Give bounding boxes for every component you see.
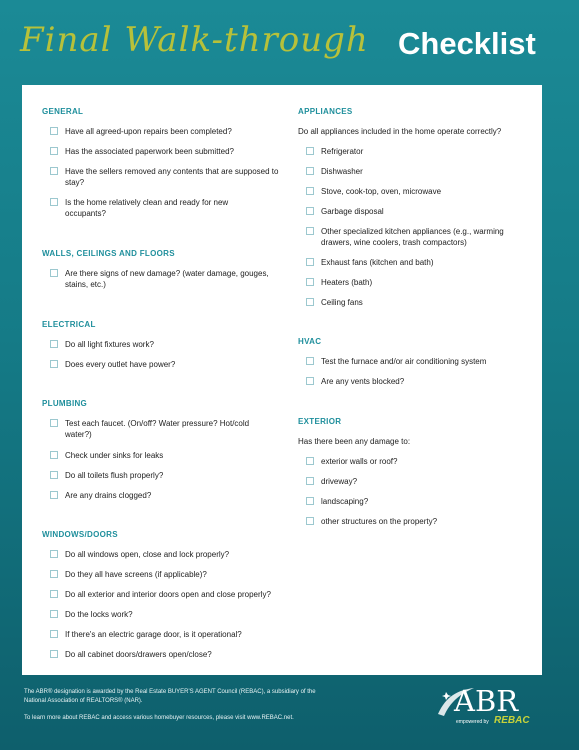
checklist-item[interactable] bbox=[50, 589, 310, 600]
item-label: Other specialized kitchen appliances (e.g., warming drawers, wine coolers, trash compactors) bbox=[321, 227, 504, 247]
item-label: other structures on the property? bbox=[321, 517, 438, 526]
checkbox[interactable] bbox=[306, 457, 314, 465]
section-heading-windows: WINDOWS/DOORS bbox=[42, 530, 118, 539]
footer-line-3: To learn more about REBAC and access various homebuyer resources, please visit www.REBAC.net. bbox=[24, 715, 294, 721]
checklist-item[interactable] bbox=[50, 549, 229, 560]
item-label: Exhaust fans (kitchen and bath) bbox=[321, 258, 434, 267]
checklist-item[interactable] bbox=[50, 629, 242, 640]
checklist-item[interactable] bbox=[50, 569, 207, 580]
checkbox[interactable] bbox=[50, 610, 58, 618]
checklist-item[interactable] bbox=[306, 206, 384, 217]
checklist-item[interactable] bbox=[50, 166, 280, 188]
checkbox[interactable] bbox=[50, 451, 58, 459]
section-heading-plumbing: PLUMBING bbox=[42, 399, 88, 408]
checkbox[interactable] bbox=[306, 167, 314, 175]
checkbox[interactable] bbox=[50, 491, 58, 499]
checkbox[interactable] bbox=[50, 419, 58, 427]
checklist-item[interactable] bbox=[306, 226, 536, 248]
item-label: landscaping? bbox=[321, 497, 369, 506]
checkbox[interactable] bbox=[306, 497, 314, 505]
checklist-item[interactable] bbox=[306, 146, 363, 157]
checkbox[interactable] bbox=[50, 269, 58, 277]
item-label: Do all windows open, close and lock properly? bbox=[65, 550, 230, 559]
item-label: Has the associated paperwork been submitted? bbox=[65, 147, 234, 156]
item-label: Do all cabinet doors/drawers open/close? bbox=[65, 650, 212, 659]
checklist-item[interactable] bbox=[306, 257, 434, 268]
item-label: Have all agreed-upon repairs been completed? bbox=[65, 127, 232, 136]
item-label: Are any vents blocked? bbox=[321, 377, 405, 386]
checkbox[interactable] bbox=[306, 298, 314, 306]
footer-line-1: The ABR® designation is awarded by the Real Estate BUYER'S AGENT Council (REBAC), a subsidiary of the bbox=[24, 689, 316, 695]
checklist-item[interactable] bbox=[50, 609, 133, 620]
footer-line-2: National Association of REALTORS® (NAR). bbox=[24, 698, 143, 704]
checkbox[interactable] bbox=[50, 198, 58, 206]
checklist-item[interactable] bbox=[306, 376, 404, 387]
checkbox[interactable] bbox=[50, 550, 58, 558]
logo-abr-text: ABR bbox=[454, 684, 519, 718]
exterior-prompt: Has there been any damage to: bbox=[298, 437, 411, 446]
checklist-item[interactable] bbox=[50, 359, 175, 370]
section-heading-general: GENERAL bbox=[42, 107, 84, 116]
checklist-item[interactable] bbox=[50, 197, 270, 219]
section-heading-electrical: ELECTRICAL bbox=[42, 320, 96, 329]
checkbox[interactable] bbox=[306, 227, 314, 235]
checklist-item[interactable] bbox=[306, 516, 437, 527]
page-header bbox=[0, 0, 579, 84]
checkbox[interactable] bbox=[306, 207, 314, 215]
item-label: Do they all have screens (if applicable)? bbox=[65, 570, 207, 579]
checkbox[interactable] bbox=[50, 570, 58, 578]
checklist-item[interactable] bbox=[306, 496, 368, 507]
checkbox[interactable] bbox=[306, 357, 314, 365]
item-label: Ceiling fans bbox=[321, 298, 363, 307]
item-label: Does every outlet have power? bbox=[65, 360, 176, 369]
checkbox[interactable] bbox=[306, 278, 314, 286]
checklist-item[interactable] bbox=[306, 277, 372, 288]
abr-logo bbox=[436, 684, 546, 734]
checkbox[interactable] bbox=[50, 590, 58, 598]
section-heading-appliances: APPLIANCES bbox=[298, 107, 353, 116]
checkbox[interactable] bbox=[50, 340, 58, 348]
checkbox[interactable] bbox=[306, 517, 314, 525]
checklist-item[interactable] bbox=[50, 126, 232, 137]
checklist-item[interactable] bbox=[306, 186, 441, 197]
item-label: Refrigerator bbox=[321, 147, 364, 156]
checklist-item[interactable] bbox=[50, 490, 151, 501]
item-label: Garbage disposal bbox=[321, 207, 384, 216]
section-heading-walls: WALLS, CEILINGS AND FLOORS bbox=[42, 249, 175, 258]
item-label: driveway? bbox=[321, 477, 358, 486]
checklist-item[interactable] bbox=[306, 356, 541, 367]
item-label: Dishwasher bbox=[321, 167, 363, 176]
item-label: Are there signs of new damage? (water damage, gouges, stains, etc.) bbox=[65, 269, 269, 289]
checklist-item[interactable] bbox=[50, 418, 265, 440]
title-script: Final Walk-through bbox=[20, 20, 369, 60]
logo-rebac-text: REBAC bbox=[494, 715, 530, 726]
checkbox[interactable] bbox=[50, 630, 58, 638]
checklist-item[interactable] bbox=[50, 450, 163, 461]
checkbox[interactable] bbox=[50, 147, 58, 155]
item-label: Is the home relatively clean and ready for new occupants? bbox=[65, 198, 229, 218]
item-label: Test the furnace and/or air conditioning system bbox=[321, 357, 487, 366]
item-label: exterior walls or roof? bbox=[321, 457, 398, 466]
item-label: Stove, cook-top, oven, microwave bbox=[321, 187, 442, 196]
section-heading-exterior: EXTERIOR bbox=[298, 417, 342, 426]
checklist-card bbox=[22, 85, 542, 675]
checkbox[interactable] bbox=[306, 477, 314, 485]
item-label: Heaters (bath) bbox=[321, 278, 373, 287]
checkbox[interactable] bbox=[50, 471, 58, 479]
checklist-item[interactable] bbox=[306, 456, 397, 467]
checkbox[interactable] bbox=[306, 147, 314, 155]
checkbox[interactable] bbox=[50, 360, 58, 368]
checklist-item[interactable] bbox=[50, 649, 212, 660]
checklist-item[interactable] bbox=[50, 470, 163, 481]
item-label: Check under sinks for leaks bbox=[65, 451, 164, 460]
item-label: Do all toilets flush properly? bbox=[65, 471, 164, 480]
item-label: If there's an electric garage door, is it operational? bbox=[65, 630, 242, 639]
checklist-item[interactable] bbox=[50, 339, 154, 350]
checkbox[interactable] bbox=[50, 127, 58, 135]
appliances-prompt: Do all appliances included in the home operate correctly? bbox=[298, 127, 502, 136]
logo-tagline: empowered by bbox=[456, 719, 489, 725]
checkbox[interactable] bbox=[50, 167, 58, 175]
checklist-item[interactable] bbox=[306, 476, 357, 487]
checkbox[interactable] bbox=[306, 377, 314, 385]
checkbox[interactable] bbox=[50, 650, 58, 658]
checklist-item[interactable] bbox=[306, 297, 363, 308]
item-label: Have the sellers removed any contents that are supposed to stay? bbox=[65, 167, 279, 187]
section-heading-hvac: HVAC bbox=[298, 337, 322, 346]
checklist-item[interactable] bbox=[50, 146, 234, 157]
item-label: Do all exterior and interior doors open and close properly? bbox=[65, 590, 271, 599]
checklist-item[interactable] bbox=[306, 166, 363, 177]
title-bold: Checklist bbox=[398, 26, 536, 61]
checklist-item[interactable] bbox=[50, 268, 275, 290]
item-label: Do the locks work? bbox=[65, 610, 133, 619]
checkbox[interactable] bbox=[306, 187, 314, 195]
item-label: Do all light fixtures work? bbox=[65, 340, 154, 349]
item-label: Test each faucet. (On/off? Water pressure? Hot/cold water?) bbox=[65, 419, 250, 439]
checkbox[interactable] bbox=[306, 258, 314, 266]
item-label: Are any drains clogged? bbox=[65, 491, 152, 500]
